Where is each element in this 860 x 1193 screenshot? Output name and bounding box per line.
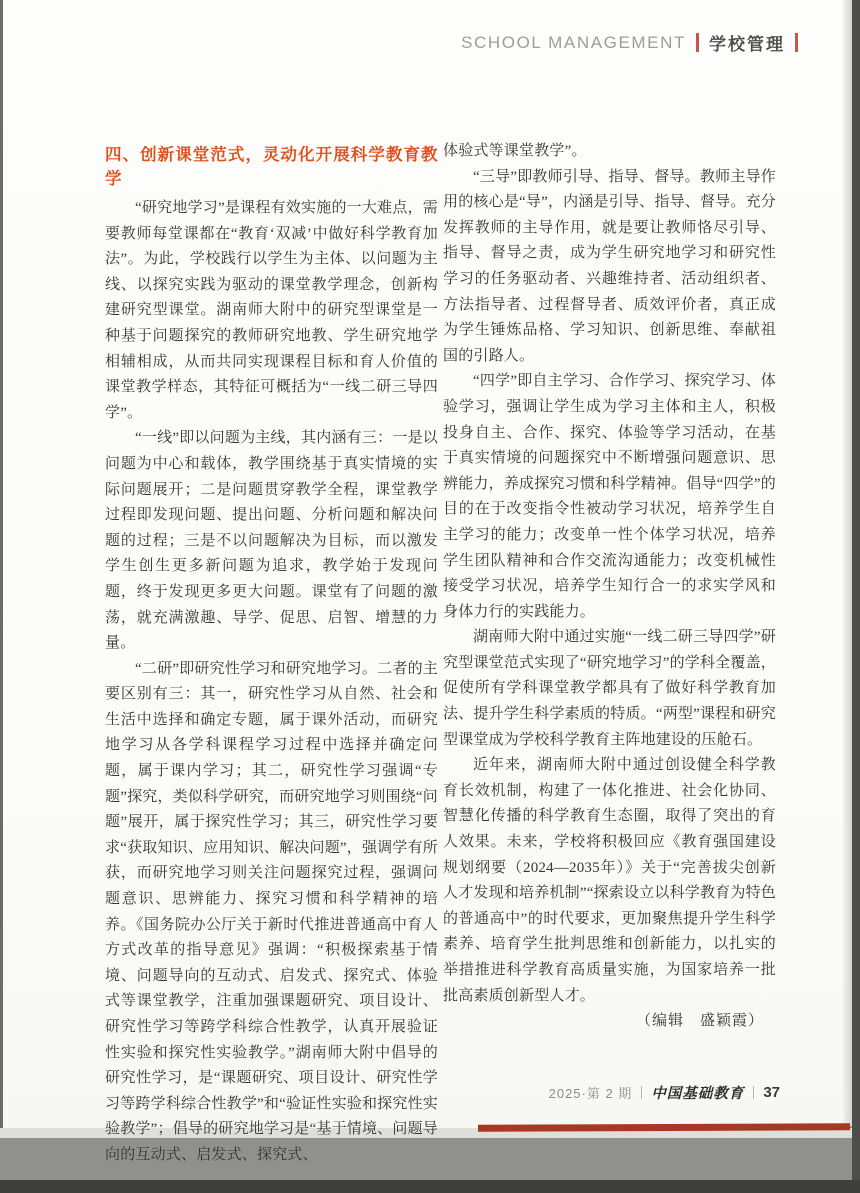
footer-divider-bar (753, 1086, 754, 1099)
paragraph: “三导”即教师引导、指导、督导。教师主导作用的核心是“导”，内涵是引导、指导、督导。充分发挥教师的主导作用，就是要让教师恪尽引导、指导、督导之责，成为学生研究地学习和研究性学习的任务驱动者、兴趣维持者、活动组织者、方法指导者、过程督导者、质效评价者，真正成为学生锤炼品格、学习知识、创新思维、奉献祖国的引路人。 (443, 168, 776, 364)
scan-edge-right-dark (852, 0, 860, 1193)
page-number: 37 (763, 1084, 780, 1101)
article-column-left (105, 143, 438, 1169)
article-column-right (443, 139, 776, 1035)
paragraph: “四学”即自主学习、合作学习、探究学习、体验学习，强调让学生成为学习主体和主人，积极投身自主、合作、探究、体验等学习活动，在基于真实情境的问题探究中不断增强问题意识、思辨能力，养成探究习惯和科学精神。倡导“四学”的目的在于改变指令性被动学习状况，培养学生自主学习的能力；改变单一性个体学习状况，培养学生团队精神和合作交流沟通能力；改变机械性接受学习状况，培养学生知行合一的求实学风和身体力行的实践能力。 (443, 373, 776, 620)
page-footer (549, 1082, 780, 1103)
paragraph-continuation: 体验式等课堂教学”。 (443, 143, 587, 159)
running-head-english: SCHOOL MANAGEMENT (461, 32, 686, 52)
paragraph: “研究地学习”是课程有效实施的一大难点，需要教师每堂课都在“教育‘双减’中做好科学教育加法”。为此，学校践行以学生为主体、以问题为主线、以探究实践为驱动的课堂教学理念，创新构建研究型课堂。湖南师大附中的研究型课堂是一种基于问题探究的教师研究地教、学生研究地学相辅相成，从而共同实现课程目标和育人价值的课堂教学样态，其特征可概括为“一线二研三导四学”。 (105, 200, 438, 421)
running-head-chinese: 学校管理 (709, 35, 785, 54)
footer-divider-bar (641, 1086, 642, 1099)
issue-label: 2025·第 2 期 (548, 1086, 633, 1101)
paragraph: 湖南师大附中通过实施“一线二研三导四学”研究型课堂范式实现了“研究地学习”的学科全覆盖，促使所有学科课堂教学都具有了做好科学教育加法、提升学生科学素质的特质。“两型”课程和研究型课堂成为学校科学教育主阵地建设的压舱石。 (443, 629, 776, 748)
journal-name: 中国基础教育 (651, 1086, 745, 1102)
header-divider-bar (795, 33, 798, 52)
header-divider-bar (696, 33, 699, 52)
editor-credit: （编辑 盛颖霞） (635, 1013, 764, 1030)
scan-edge-right-light (843, 0, 852, 1126)
paragraph: “一线”即以问题为主线，其内涵有三：一是以问题为中心和载体，教学围绕基于真实情境的实际问题展开；二是问题贯穿教学全程，课堂教学过程即发现问题、提出问题、分析问题和解决问题的过程；三是不以问题解决为目标，而以激发学生创生更多新问题为追求，教学始于发现问题，终于发现更多更大问题。课堂有了问题的激荡，就充满激趣、导学、促思、启智、增慧的力量。 (105, 430, 438, 652)
section-title: 四、创新课堂范式，灵动化开展科学教育教学 (105, 146, 438, 188)
paragraph: 近年来，湖南师大附中通过创设健全科学教育长效机制，构建了一体化推进、社会化协同、智慧化传播的科学教育生态圈，取得了突出的育人效果。未来，学校将积极回应《教育强国建设规划纲要（2024—2035年）》关于“完善拔尖创新人才发现和培养机制”“探索设立以科学教育为特色的普通高中”的时代要求，更加聚焦提升学生科学素养、培育学生批判思维和创新能力，以扎实的举措推进科学教育高质量实施，为国家培养一批批高素质创新型人才。 (443, 757, 776, 1004)
running-head (461, 30, 798, 55)
scan-bottom-dark-strip (0, 1180, 860, 1193)
scan-edge-left (0, 0, 3, 1130)
paragraph: “二研”即研究性学习和研究地学习。二者的主要区别有三：其一，研究性学习从自然、社会和生活中选择和确定专题，属于课外活动，而研究地学习从各学科课程学习过程中选择并确定问题，属于课内学习；其二，研究性学习强调“专题”探究，类似科学研究，而研究地学习则围绕“问题”展开，属于探究性学习；其三，研究性学习要求“获取知识、应用知识、解决问题”，强调学有所获，而研究地学习则关注问题探究过程，强调问题意识、思辨能力、探究习惯和科学精神的培养。《国务院办公厅关于新时代推进普通高中育人方式改革的指导意见》强调：“积极探索基于情境、问题导向的互动式、启发式、探究式、体验式等课堂教学，注重加强课题研究、项目设计、研究性学习等跨学科综合性教学，认真开展验证性实验和探究性实验教学。”湖南师大附中倡导的研究性学习，是“课题研究、项目设计、研究性学习等跨学科综合性教学”和“验证性实验和探究性实验教学”；倡导的研究地学习是“基于情境、问题导向的互动式、启发式、探究式、 (105, 660, 438, 1163)
